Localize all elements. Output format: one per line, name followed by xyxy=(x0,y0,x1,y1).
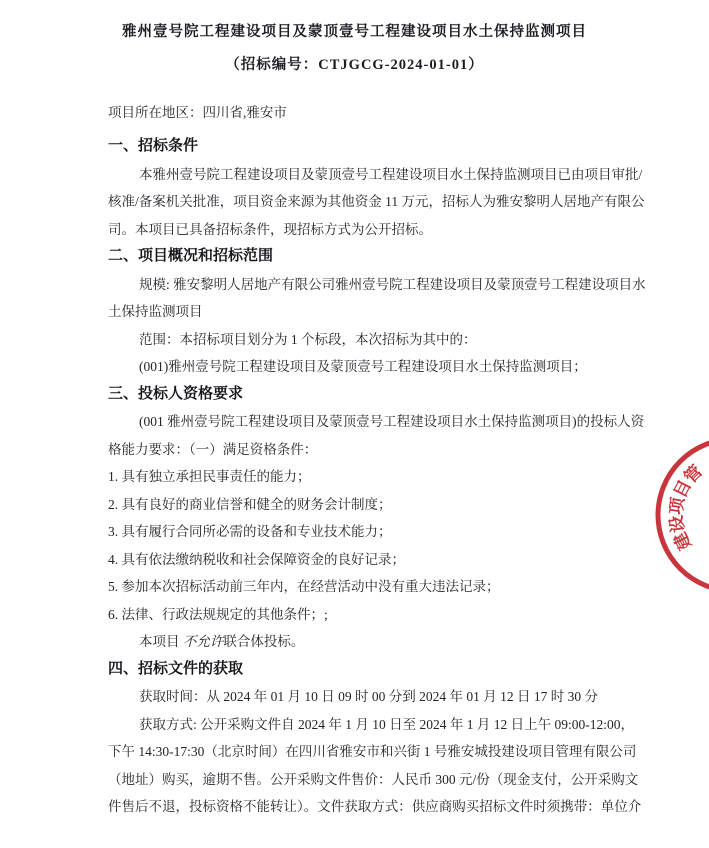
project-location: 项目所在地区：四川省,雅安市 xyxy=(108,105,287,120)
text-line: 1. 具有独立承担民事责任的能力； xyxy=(108,469,311,484)
text-line: 核准/备案机关批准，项目资金来源为其他资金 11 万元，招标人为雅安黎明人居地产有限公 xyxy=(108,194,645,209)
tender-number: （招标编号：CTJGCG-2024-01-01） xyxy=(225,57,484,73)
section-heading: 二、项目概况和招标范围 xyxy=(108,248,274,264)
text-line: (001 雅州壹号院工程建设项目及蒙顶壹号工程建设项目水土保持监测项目)的投标人资 xyxy=(139,414,645,429)
text-line: 5. 参加本次招标活动前三年内，在经营活动中没有重大违法记录； xyxy=(108,579,500,594)
document-title: 雅州壹号院工程建设项目及蒙顶壹号工程建设项目水土保持监测项目 xyxy=(122,24,587,40)
text-line: 格能力要求：（一）满足资格条件： xyxy=(108,441,318,457)
text-line: (001)雅州壹号院工程建设项目及蒙顶壹号工程建设项目水土保持监测项目； xyxy=(139,359,587,374)
text-segment: 联合体投标。 xyxy=(223,634,305,649)
emphasized-text: 不允许 xyxy=(182,634,224,649)
text-line: 下午 14:30-17:30（北京时间）在四川省雅安市和兴街 1 号雅安城投建设项目管理有限公司 xyxy=(108,744,637,759)
text-line: 规模: 雅安黎明人居地产有限公司雅州壹号院工程建设项目及蒙顶壹号工程建设项目水 xyxy=(139,276,646,292)
document-body xyxy=(108,133,646,821)
red-seal-stamp xyxy=(640,421,709,611)
text-line: （地址）购买，逾期不售。公开采购文件售价：人民币 300 元/份（现金支付，公开采购文 xyxy=(108,771,639,787)
text-line: 3. 具有履行合同所必需的设备和专业技术能力； xyxy=(108,524,392,539)
text-line: 4. 具有依法缴纳税收和社会保障资金的良好记录； xyxy=(108,551,405,567)
text-line xyxy=(108,628,628,656)
text-segment: 本项目 xyxy=(139,634,183,649)
stamp-character: 目 xyxy=(670,477,696,501)
text-line: 6. 法律、行政法规规定的其他条件；; xyxy=(108,606,328,622)
text-line: 范围：本招标项目划分为 1 个标段，本次招标为其中的： xyxy=(139,331,477,347)
text-line: 本雅州壹号院工程建设项目及蒙顶壹号工程建设项目水土保持监测项目已由项目审批/ xyxy=(139,166,643,182)
section-heading: 一、招标条件 xyxy=(108,138,199,154)
text-line: 2. 具有良好的商业信誉和健全的财务会计制度； xyxy=(108,496,392,512)
stamp-character: 项 xyxy=(666,496,688,516)
text-line: 获取时间：从 2024 年 01 月 10 日 09 时 00 分到 2024 年 01 月 12 日 17 时 30 分 xyxy=(139,689,598,704)
section-heading: 四、招标文件的获取 xyxy=(108,660,244,677)
text-line: 司。本项目已具备招标条件，现招标方式为公开招标。 xyxy=(108,221,432,237)
stamp-character: 建 xyxy=(670,529,696,553)
stamp-character: 设 xyxy=(666,514,688,534)
section-heading: 三、投标人资格要求 xyxy=(108,385,244,402)
text-line: 件售后不退，投标资格不能转让）。文件获取方式：供应商购买招标文件时须携带：单位介 xyxy=(108,799,642,814)
text-line: 土保持监测项目 xyxy=(108,304,203,319)
stamp-character: 管 xyxy=(680,461,707,488)
text-line: 获取方式: 公开采购文件自 2024 年 1 月 10 日至 2024 年 1 月 12 日上午 09:00-12:00， xyxy=(139,716,634,732)
